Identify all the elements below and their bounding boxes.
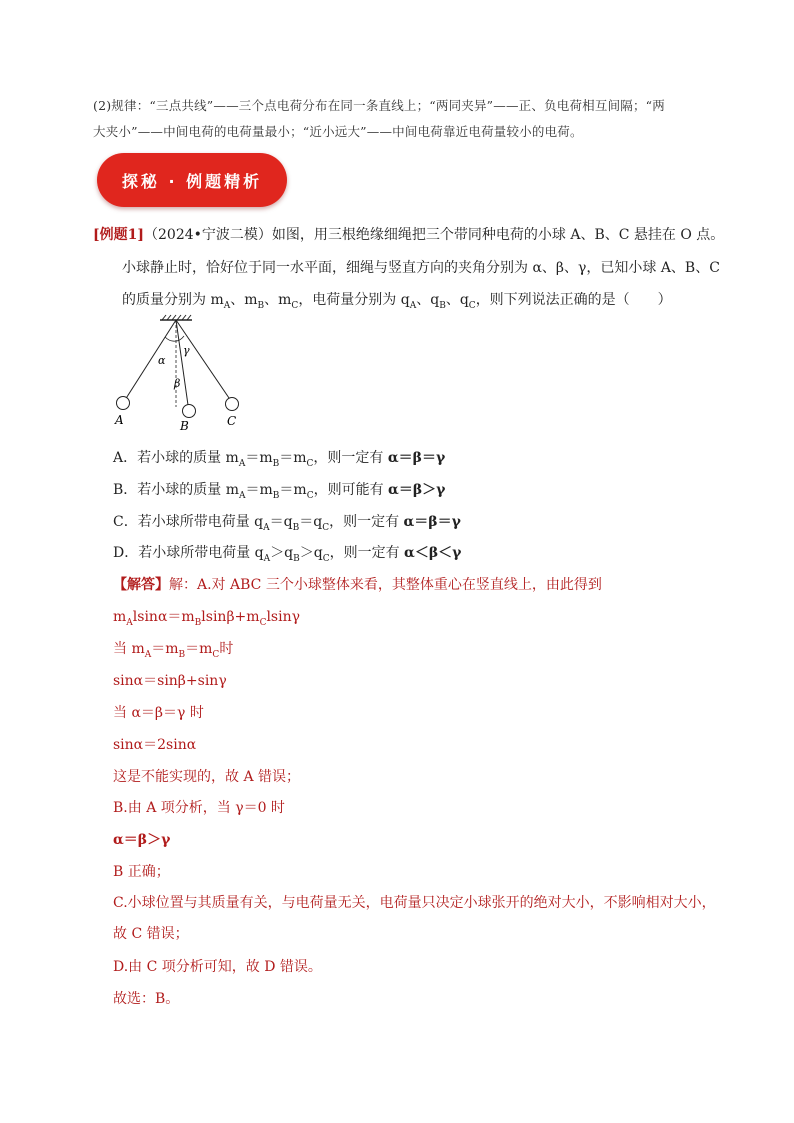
label-ball-b: B xyxy=(180,419,189,433)
rule-line-2: 大夹小”——中间电荷的电荷量最小；“近小远大”——中间电荷靠近电荷量较小的电荷。 xyxy=(93,124,583,139)
string-a xyxy=(125,320,176,400)
solution-line-8: B.由 A 项分析，当 γ＝0 时 xyxy=(113,800,285,816)
solution-line-6: sinα＝2sinα xyxy=(113,737,197,753)
example-line-2: 小球静止时，恰好位于同一水平面，细绳与竖直方向的夹角分别为 α、β、γ，已知小球 A、B、C xyxy=(122,260,720,276)
solution-line-13: D.由 C 项分析可知，故 D 错误。 xyxy=(113,959,322,975)
example-line-1 xyxy=(93,224,724,244)
solution-line-11: C.小球位置与其质量有关，与电荷量无关，电荷量只决定小球张开的绝对大小，不影响相对大小， xyxy=(113,895,716,911)
ceiling-hatch xyxy=(162,315,191,320)
angle-arc-alpha xyxy=(165,337,176,341)
solution-line-4: sinα＝sinβ+sinγ xyxy=(113,673,227,689)
solution-line-5: 当 α＝β＝γ 时 xyxy=(113,705,204,721)
solution-line-7: 这是不能实现的，故 A 错误； xyxy=(113,769,301,785)
section-banner xyxy=(97,153,287,207)
ball-c xyxy=(226,398,239,411)
label-ball-a: A xyxy=(115,413,124,427)
label-beta: β xyxy=(174,377,181,390)
rule-line-1: (2)规律：“三点共线”——三个点电荷分布在同一条直线上；“两同夹异”——正、负电荷相互间隔；“两 xyxy=(93,98,665,113)
option-d: D．若小球所带电荷量 $q_A>q_B>q_C$，则一定有 α＜β＜γ xyxy=(113,545,462,564)
option-c: C．若小球所带电荷量 $q_A=q_B=q_C$，则一定有 α＝β＝γ xyxy=(113,514,461,533)
label-ball-c: C xyxy=(227,414,237,428)
example-source: （2024•宁波二模） xyxy=(144,227,272,243)
example-line-3: 的质量分别为 $m_A$、$m_B$、$m_C$，电荷量分别为 $q_A$、$q_B$、$q_C$，则下列说法正确的是（ ） xyxy=(122,292,672,311)
solution-line-14: 故选：B。 xyxy=(113,991,180,1007)
angle-arc-gamma xyxy=(176,336,184,341)
string-b xyxy=(176,320,188,405)
example-label: [例题1] xyxy=(93,227,144,243)
example-text-1: 如图，用三根绝缘细绳把三个带同种电荷的小球 A、B、C 悬挂在 O 点。 xyxy=(271,227,725,243)
solution-line-10: B 正确； xyxy=(113,864,170,880)
label-alpha: α xyxy=(158,354,166,367)
solution-line-12: 故 C 错误； xyxy=(113,926,189,942)
pendulum-figure xyxy=(108,312,248,434)
solution-line-3: 当 $m_A=m_B=m_C$时 xyxy=(113,641,234,660)
solution-line-1: 【解答】解：A.对 ABC 三个小球整体来看，其整体重心在竖直线上，由此得到 xyxy=(113,577,602,593)
ball-b xyxy=(183,405,196,418)
solution-label: 【解答】 xyxy=(113,577,169,593)
label-gamma: γ xyxy=(183,344,190,357)
string-c xyxy=(176,320,229,398)
solution-line-2: $m_Alsin\alpha=m_Blsin\beta+m_Clsin\gamma$ xyxy=(113,609,300,628)
section-banner-label: 探秘 · 例题精析 xyxy=(121,171,263,191)
ball-a xyxy=(117,397,130,410)
option-b: B．若小球的质量 $m_A=m_B=m_C$，则可能有 α＝β＞γ xyxy=(113,482,446,501)
solution-line-9: α＝β＞γ xyxy=(113,832,171,848)
option-a: A．若小球的质量 $m_A=m_B=m_C$，则一定有 α＝β＝γ xyxy=(113,450,446,469)
